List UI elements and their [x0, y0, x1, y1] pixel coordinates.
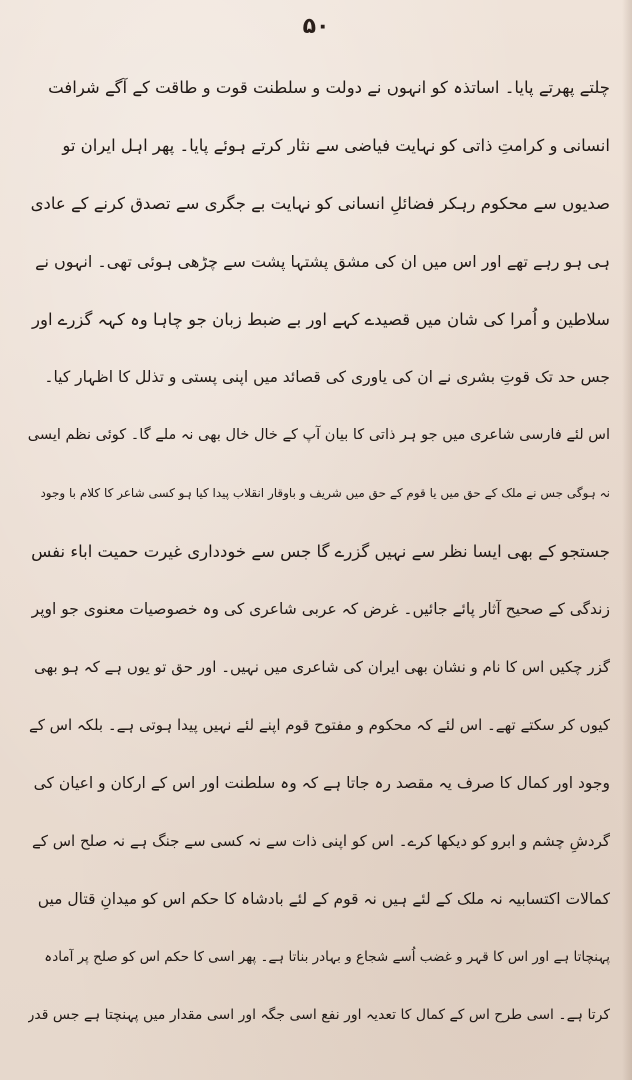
- text-line: جس حد تک قوتِ بشری نے ان کی یاوری کی قصائد میں اپنی پستی و تذلل کا اظہار کیا۔: [44, 368, 610, 386]
- text-line: اس لئے فارسی شاعری میں جو ہر ذاتی کا بیان آپ کے خال خال بھی نہ ملے گا۔ کوئی نظم ایسی: [28, 427, 610, 443]
- body-text: [28, 58, 610, 1044]
- text-line: کرتا ہے۔ اسی طرح اس کے کمال کا تعدیہ اور نفع اسی جگہ اور اسی مقدار میں پہنچتا ہے جس قدر: [28, 1007, 610, 1023]
- text-line: گزر چکیں اس کا نام و نشان بھی ایران کی شاعری میں نہیں۔ اور حق تو یوں ہے کہ ہو بھی: [34, 658, 610, 676]
- text-line: کمالات اکتسابیہ نہ ملک کے لئے ہیں نہ قوم کے لئے بادشاہ کا حکم اس کو میدانِ قتال میں: [37, 890, 610, 908]
- text-line: زندگی کے صحیح آثار پائے جائیں۔ غرض کہ عربی شاعری کی وہ خصوصیات معنوی جو اوپر: [31, 600, 610, 618]
- text-line: چلتے پھرتے پایا۔ اساتذہ کو انہوں نے دولت و سلطنت قوت و طاقت کے آگے شرافت: [48, 77, 610, 97]
- text-line: صدیوں سے محکوم رہکر فضائلِ انسانی کو نہایت بے جگری سے تصدق کرنے کے عادی: [30, 193, 610, 213]
- text-line: وجود اور کمال کا صرف یہ مقصد رہ جاتا ہے کہ وہ سلطنت اور اس کے ارکان و اعیان کی: [33, 774, 610, 792]
- text-line: جستجو کے بھی ایسا نظر سے نہیں گزرے گا جس سے خودداری غیرت حمیت اباء نفس: [31, 541, 610, 561]
- text-line: انسانی و کرامتِ ذاتی کو نہایت فیاضی سے نثار کرتے ہوئے پایا۔ پھر اہل ایران تو: [62, 135, 610, 155]
- page-number: ۵۰: [302, 14, 330, 39]
- text-line: پہنچاتا ہے اور اس کا قہر و غضب اُسے شجاع و بہادر بناتا ہے۔ پھر اسی کا حکم اس کو صلح پر آمادہ: [44, 949, 610, 965]
- text-line: سلاطین و اُمرا کی شان میں قصیدے کہے اور بے ضبط زبان جو چاہا وہ کہہ گزرے اور: [32, 309, 610, 329]
- text-line: کیوں کر سکتے تھے۔ اس لئے کہ محکوم و مفتوح قوم اپنے لئے نہیں پیدا ہوتی ہے۔ بلکہ اس کے: [28, 716, 610, 734]
- text-line: نہ ہوگی جس نے ملک کے حق میں یا قوم کے حق میں شریف و باوقار انقلاب پیدا کیا ہو کسی شاعر کا کلام با وجود: [40, 486, 610, 500]
- text-line: گردشِ چشم و ابرو کو دیکھا کرے۔ اس کو اپنی ذات سے نہ کسی سے جنگ ہے نہ صلح اس کے: [32, 832, 610, 850]
- page-edge-shadow: [622, 0, 632, 1080]
- text-line: ہی ہو رہے تھے اور اس میں ان کی مشق پشتہا پشت سے چڑھی ہوئی تھی۔ انہوں نے: [35, 251, 610, 271]
